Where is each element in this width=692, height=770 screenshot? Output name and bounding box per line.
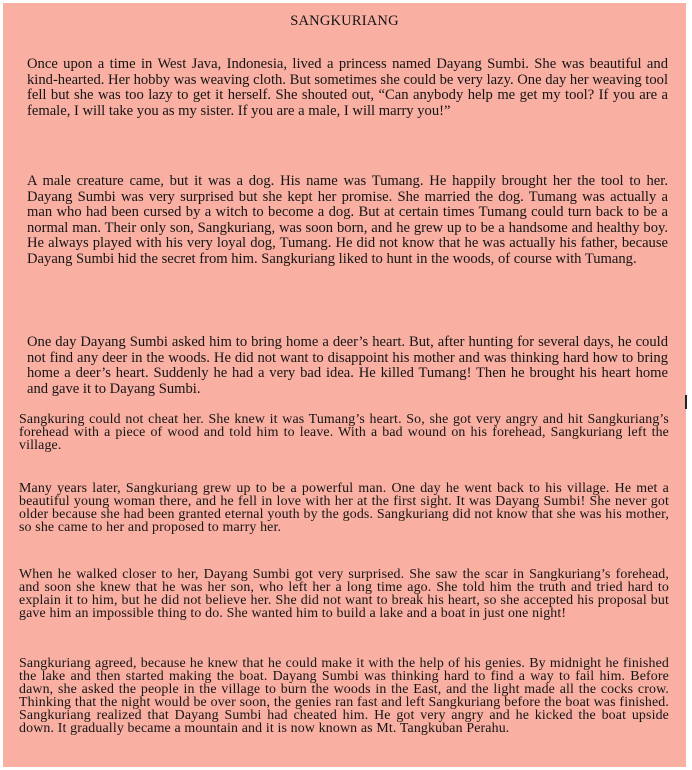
paragraph-1: Once upon a time in West Java, Indonesia, lived a princess named Dayang Sumbi. She was beautiful and kind-hearted. Her hobby was weaving cloth. But sometimes she could be very lazy. One day her weaving tool fell but she was too lazy to get it herself. She shouted out, “Can anybody help me get my tool? If you are a female, I will take you as my sister. If you are a male, I will marry you!” bbox=[27, 56, 668, 119]
paragraph-4: Sangkuring could not cheat her. She knew it was Tumang’s heart. So, she got very angry and hit Sangkuriang’s forehead with a piece of wood and told him to leave. With a bad wound on his forehead, Sangkuriang left the village. bbox=[19, 412, 669, 453]
story-title: SANGKURIANG bbox=[290, 13, 399, 29]
paragraph-7: Sangkuriang agreed, because he knew that he could make it with the help of his genies. By midnight he finished the lake and then started making the boat. Dayang Sumbi was thinking hard to find a way to fail him. Before dawn, she asked the people in the village to burn the woods in the East, and the light made all the cocks crow. Thinking that the night would be over soon, the genies ran fast and left Sangkuriang before the boat was finished. Sangkuriang realized that Dayang Sumbi had cheated him. He got very angry and he kicked the boat upside down. It gradually became a mountain and it is now known as Mt. Tangkuban Perahu. bbox=[19, 656, 669, 736]
story-page bbox=[3, 3, 688, 767]
paragraph-6: When he walked closer to her, Dayang Sumbi got very surprised. She saw the scar in Sangkuriang’s forehead, and soon she knew that he was her son, who left her a long time ago. She told him the truth and tried hard to explain it to him, but he did not believe her. She did not want to break his heart, so she accepted his proposal but gave him an impossible thing to do. She wanted him to build a lake and a boat in just one night! bbox=[19, 567, 669, 621]
paragraph-2: A male creature came, but it was a dog. His name was Tumang. He happily brought her the tool to her. Dayang Sumbi was very surprised but she kept her promise. She married the dog. Tumang was actually a man who had been cursed by a witch to become a dog. But at certain times Tumang could turn back to be a normal man. Their only son, Sangkuriang, was soon born, and he grew up to be a handsome and healthy boy. He always played with his very loyal dog, Tumang. He did not know that he was actually his father, because Dayang Sumbi hid the secret from him. Sangkuriang liked to hunt in the woods, of course with Tumang. bbox=[27, 173, 668, 267]
paragraph-5: Many years later, Sangkuriang grew up to be a powerful man. One day he went back to his village. He met a beautiful young woman there, and he fell in love with her at the first sight. It was Dayang Sumbi! She never got older because she had been granted eternal youth by the gods. Sangkuriang did not know that she was his mother, so she came to her and proposed to marry her. bbox=[19, 481, 669, 535]
paragraph-3: One day Dayang Sumbi asked him to bring home a deer’s heart. But, after hunting for several days, he could not find any deer in the woods. He did not want to disappoint his mother and was thinking hard how to bring home a deer’s heart. Suddenly he had a very bad idea. He killed Tumang! Then he brought his heart home and gave it to Dayang Sumbi. bbox=[27, 334, 668, 397]
text-cursor-mark bbox=[685, 395, 687, 409]
